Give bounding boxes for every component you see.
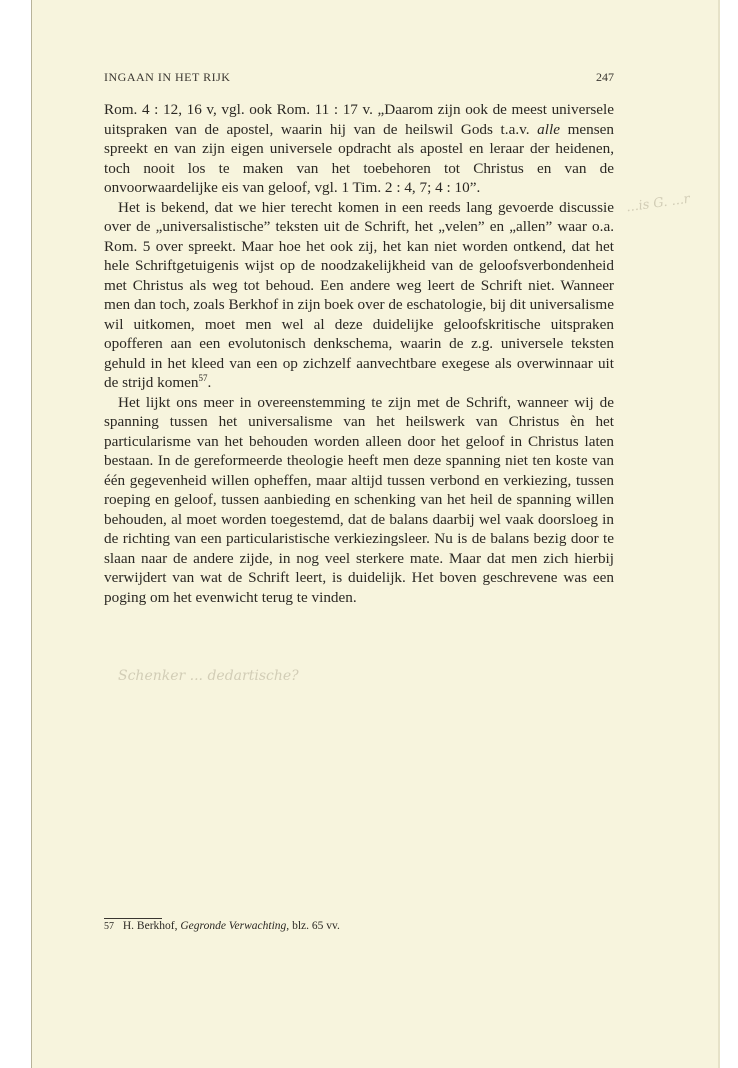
paragraph-3: Het lijkt ons meer in overeenstemming te zijn met de Schrift, wanneer wij de spanning tussen het universalisme van het heilswerk van Christus èn het particularisme van het behouden worden alleen door het geloof in Christus laten bestaan. In de gereformeerde theologie heeft men deze spanning niet ten koste van één gegevenheid willen opheffen, maar altijd tussen verbond en verkiezing, tussen roeping en geloof, tussen aanbieding en schenking van het heil de spanning willen behouden, al moet worden toegestemd, dat de balans daarbij wel vaak doorsloeg in de richting van een particularistische verkiezingsleer. Nu is de balans bezig door te slaan naar de andere zijde, in nog veel sterkere mate. Maar dat men zich hierbij verwijdert van wat de Schrift leert, is duidelijk. Het boven geschrevene was een poging om het evenwicht terug te vinden. bbox=[104, 393, 614, 606]
running-title: INGAAN IN HET RIJK bbox=[104, 70, 231, 84]
paragraph-1: Rom. 4 : 12, 16 v, vgl. ook Rom. 11 : 17 v. „Daarom zijn ook de meest universele uitspraken van de apostel, waarin hij van de heilswil Gods t.a.v. alle mensen spreekt en van zijn eigen universele opdracht als apostel en leraar der heidenen, toch nooit los te maken van het toebehoren tot Christus en van de onvoorwaardelijke eis van geloof, vgl. 1 Tim. 2 : 4, 7; 4 : 10”. bbox=[104, 101, 614, 196]
running-header bbox=[104, 70, 614, 85]
page-number: 247 bbox=[596, 70, 614, 84]
emphasis-alle: alle bbox=[537, 120, 560, 138]
footnote-author: H. Berkhof, bbox=[122, 920, 178, 932]
footnote-reference: 57 bbox=[198, 372, 208, 383]
footnote bbox=[104, 920, 614, 932]
page-right-edge bbox=[718, 0, 720, 1068]
footnote-rule bbox=[104, 918, 162, 919]
footnote-number: 57 bbox=[104, 921, 114, 932]
footnote-title: Gegronde Verwachting, bbox=[180, 920, 290, 932]
bottom-pencil-note: Schenker ... dedartische? bbox=[118, 668, 299, 684]
body-text bbox=[104, 100, 614, 607]
footnote-ref: blz. 65 vv. bbox=[292, 920, 340, 932]
margin-pencil-note: ...is G. ...r bbox=[625, 191, 691, 216]
paragraph-2: Het is bekend, dat we hier terecht komen in een reeds lang gevoerde discussie over de „universalistische” teksten uit de Schrift, het „velen” en „allen” waar o.a. Rom. 5 over spreekt. Maar hoe het ook zij, het kan niet worden ontkend, dat het hele Schriftgetuigenis wijst op de noodzakelijkheid van de geloofsverbondenheid met Christus als weg tot behoud. Een andere weg leert de Schrift niet. Wanneer men dan toch, zoals Berkhof in zijn boek over de eschatologie, bij dit universalisme wil uitkomen, moet men wel al deze duidelijke geloofskritische uitspraken opofferen aan een evolutonisch denkschema, waarin de z.g. universele teksten gehuld in het kleed van een op zichzelf aanvechtbare exegese als overwinnaar uit de strijd komen$^{57}$. bbox=[104, 198, 614, 391]
